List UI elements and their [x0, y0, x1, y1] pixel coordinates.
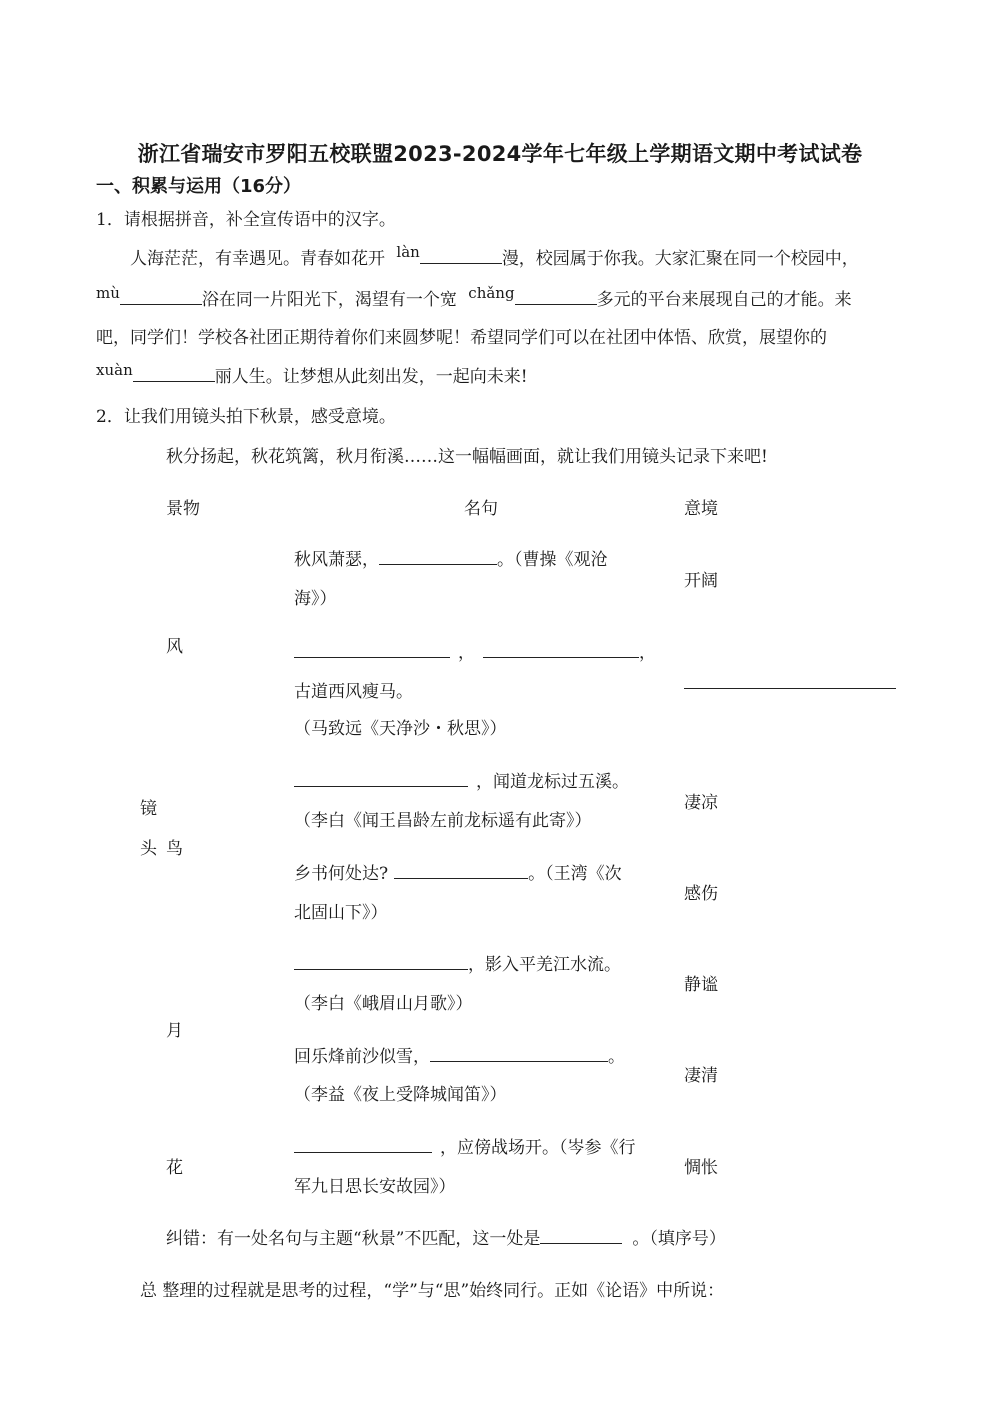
- q1-blank-3[interactable]: [515, 288, 597, 305]
- quote-f-blank[interactable]: [430, 1045, 608, 1062]
- q1-line-4: [96, 362, 528, 387]
- quote-d-source: 。（王湾《次: [528, 864, 622, 884]
- mood-2: 凄凉: [684, 793, 718, 813]
- quote-c-line2: （李白《闻王昌龄左前龙标遥有此寄》）: [294, 811, 592, 831]
- quote-d-line2: 北固山下》）: [294, 903, 388, 923]
- q1-pinyin-lan: làn: [396, 243, 420, 261]
- q1-blank-2[interactable]: [120, 288, 202, 305]
- quote-a-source: 。（曹操《观沧: [497, 550, 608, 570]
- mood-5: 凄清: [684, 1066, 718, 1086]
- q1-text-1b: 漫，校园属于你我。大家汇聚在同一个校园中，: [501, 249, 859, 269]
- lens-label-b: 头: [140, 839, 157, 859]
- quote-e-line1: [294, 950, 621, 975]
- page-title: 浙江省瑞安市罗阳五校联盟2023-2024学年七年级上学期语文期中考试试卷: [137, 142, 863, 166]
- correction-text: 纠错：有一处名句与主题“秋景”不匹配，这一处是: [166, 1229, 541, 1249]
- quote-g-line1: [294, 1133, 636, 1158]
- quote-f-line2: （李益《夜上受降城闻笛》）: [294, 1085, 507, 1105]
- q1-line-2: [96, 285, 852, 310]
- quote-b-line2: 古道西风瘦马。: [294, 682, 413, 702]
- summary-line: 总 整理的过程就是思考的过程，“学”与“思”始终同行。正如《论语》中所说：: [140, 1281, 725, 1301]
- quote-d-line1: [294, 859, 622, 884]
- header-mood: 意境: [684, 499, 718, 519]
- quote-c-blank[interactable]: [294, 770, 468, 787]
- quote-e-line2: （李白《峨眉山月歌》）: [294, 994, 473, 1014]
- q1-text-2b: 多元的平台来展现自己的才能。来: [596, 290, 852, 310]
- quote-b-blank-2[interactable]: [483, 641, 639, 658]
- scene-bird: 鸟: [166, 839, 183, 859]
- q1-line-3: 吧，同学们！学校各社团正期待着你们来圆梦呢！希望同学们可以在社团中体悟、欣赏，展望你的: [96, 328, 827, 348]
- quote-a-text: 秋风萧瑟，: [294, 550, 379, 570]
- quote-g-blank[interactable]: [294, 1136, 432, 1153]
- quote-f-end: 。: [608, 1047, 625, 1067]
- q1-blank-4[interactable]: [133, 365, 215, 382]
- quote-b-line1: [294, 638, 656, 663]
- q1-blank-1[interactable]: [420, 247, 502, 264]
- mood-3: 感伤: [684, 884, 718, 904]
- correction-line: [166, 1224, 726, 1249]
- quote-e-blank[interactable]: [294, 953, 468, 970]
- mood-4: 静谧: [684, 975, 718, 995]
- q2-intro: 秋分扬起，秋花筑篱，秋月衔溪……这一幅幅画面，就让我们用镜头记录下来吧!: [166, 447, 768, 467]
- lens-label-a: 镜: [140, 799, 157, 819]
- q1-pinyin-mu: mù: [96, 284, 120, 302]
- mood-1: 开阔: [684, 571, 718, 591]
- mood-blank[interactable]: [684, 688, 896, 689]
- quote-f-text: 回乐烽前沙似雪，: [294, 1047, 430, 1067]
- quote-d-text: 乡书何处达?: [294, 864, 389, 884]
- quote-b-comma: ，: [458, 643, 475, 663]
- quote-c-line1: [294, 767, 629, 792]
- quote-g-text: ，应傍战场开。（岑参《行: [440, 1138, 636, 1158]
- q1-prompt: 1．请根据拼音，补全宣传语中的汉字。: [96, 210, 396, 230]
- quote-a-line1: [294, 545, 608, 570]
- correction-blank[interactable]: [540, 1227, 622, 1244]
- scene-flower: 花: [166, 1158, 183, 1178]
- q1-pinyin-chang: chǎng: [468, 284, 515, 302]
- quote-b-blank-1[interactable]: [294, 641, 450, 658]
- correction-end: 。（填序号）: [632, 1229, 726, 1249]
- header-scene: 景物: [166, 499, 200, 519]
- section-heading: 一、积累与运用（16分）: [96, 176, 302, 197]
- quote-c-text: ，闻道龙标过五溪。: [476, 772, 629, 792]
- scene-wind: 风: [166, 637, 183, 657]
- q2-prompt: 2．让我们用镜头拍下秋景，感受意境。: [96, 407, 396, 427]
- q1-text-2a: 浴在同一片阳光下，渴望有一个宽: [201, 290, 457, 310]
- mood-6: 惆怅: [684, 1158, 718, 1178]
- quote-b-end: ，: [639, 643, 656, 663]
- quote-g-line2: 军九日思长安故园》）: [294, 1177, 456, 1197]
- q1-text-1a: 人海茫茫，有幸遇见。青春如花开: [130, 249, 385, 269]
- q1-pinyin-xuan: xuàn: [96, 361, 133, 379]
- scene-moon: 月: [166, 1021, 183, 1041]
- quote-f-line1: [294, 1042, 625, 1067]
- q1-line-1: [130, 244, 859, 269]
- q1-text-4b: 丽人生。让梦想从此刻出发，一起向未来!: [214, 367, 528, 387]
- quote-a-blank[interactable]: [379, 548, 497, 565]
- quote-a-line2: 海》）: [294, 589, 337, 609]
- header-quote: 名句: [464, 499, 498, 519]
- quote-e-text: ，影入平羌江水流。: [468, 955, 621, 975]
- quote-b-line3: （马致远《天净沙・秋思》）: [294, 719, 507, 739]
- quote-d-blank[interactable]: [394, 862, 528, 879]
